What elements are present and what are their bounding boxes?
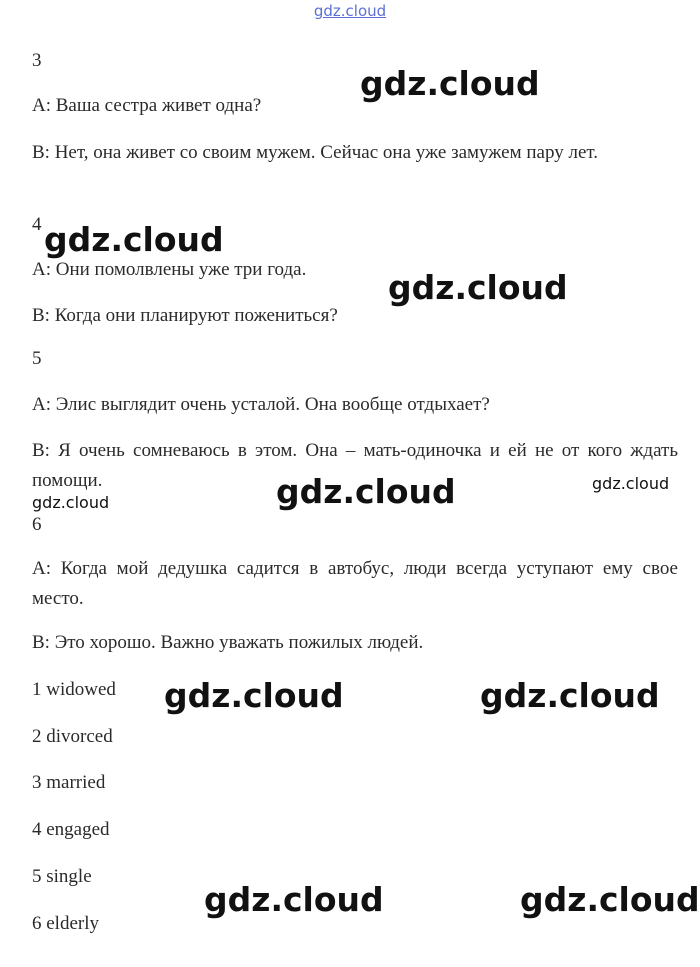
dialogue-3-line-b: B: Нет, она живет со своим мужем. Сейчас она уже замужем пару лет.: [32, 142, 599, 163]
dialogue-4-line-b: B: Когда они планируют пожениться?: [32, 305, 338, 326]
watermark: gdz.cloud: [44, 220, 224, 259]
answer-item: 2 divorced: [32, 726, 113, 747]
watermark: gdz.cloud: [32, 493, 110, 512]
dialogue-3-number: 3: [32, 50, 42, 71]
watermark: gdz.cloud: [592, 474, 670, 493]
site-header-link[interactable]: gdz.cloud: [313, 2, 387, 20]
dialogue-6-number: 6: [32, 514, 42, 535]
answer-item: 3 married: [32, 772, 106, 793]
watermark: gdz.cloud: [204, 880, 384, 919]
watermark: gdz.cloud: [276, 472, 456, 511]
watermark: gdz.cloud: [388, 268, 568, 307]
watermark: gdz.cloud: [520, 880, 700, 919]
watermark: gdz.cloud: [360, 64, 540, 103]
dialogue-4-line-a: A: Они помолвлены уже три года.: [32, 259, 307, 280]
dialogue-5-line-b: B: Я очень сомневаюсь в этом. Она – мать-одиночка и ей не от кого ждать помощи.: [32, 440, 678, 491]
dialogue-5-line-a: A: Элис выглядит очень усталой. Она вообще отдыхает?: [32, 394, 490, 415]
dialogue-5-number: 5: [32, 348, 42, 369]
answer-item: 6 elderly: [32, 913, 100, 934]
dialogue-4-number: 4: [32, 214, 42, 235]
dialogue-3-line-a: A: Ваша сестра живет одна?: [32, 95, 262, 116]
dialogue-6-line-b: B: Это хорошо. Важно уважать пожилых людей.: [32, 632, 424, 653]
answer-item: 5 single: [32, 866, 92, 887]
answer-item: 4 engaged: [32, 819, 110, 840]
watermark: gdz.cloud: [480, 676, 660, 715]
watermark: gdz.cloud: [164, 676, 344, 715]
answer-item: 1 widowed: [32, 679, 116, 700]
dialogue-6-line-a: A: Когда мой дедушка садится в автобус, люди всегда уступают ему свое место.: [32, 558, 678, 609]
